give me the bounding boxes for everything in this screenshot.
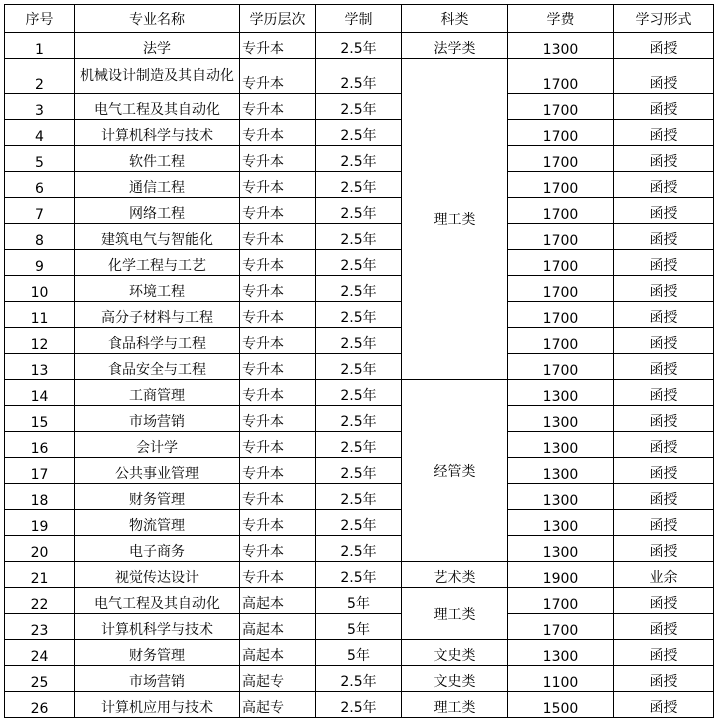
header-row (5, 5, 714, 33)
study-duration: 2.5年 (316, 510, 402, 536)
study-duration: 2.5年 (316, 666, 402, 692)
tuition-fee: 1700 (508, 146, 614, 172)
tuition-fee: 1300 (508, 536, 614, 562)
study-form: 函授 (614, 588, 714, 614)
study-duration: 2.5年 (316, 33, 402, 59)
subject-category: 理工类 (402, 59, 508, 380)
major-name: 工商管理 (75, 380, 240, 406)
study-form: 函授 (614, 354, 714, 380)
tuition-fee: 1700 (508, 250, 614, 276)
subject-category: 法学类 (402, 33, 508, 59)
row-number: 22 (5, 588, 75, 614)
row-number: 1 (5, 33, 75, 59)
tuition-fee: 1500 (508, 692, 614, 718)
tuition-fee: 1700 (508, 328, 614, 354)
education-level: 专升本 (240, 380, 316, 406)
tuition-fee: 1700 (508, 198, 614, 224)
table-row (5, 250, 714, 276)
table-row (5, 406, 714, 432)
major-name: 市场营销 (75, 406, 240, 432)
education-level: 高起本 (240, 640, 316, 666)
study-form: 函授 (614, 328, 714, 354)
study-duration: 5年 (316, 614, 402, 640)
study-form: 函授 (614, 172, 714, 198)
study-duration: 2.5年 (316, 94, 402, 120)
study-form: 函授 (614, 536, 714, 562)
study-form: 函授 (614, 406, 714, 432)
row-number: 13 (5, 354, 75, 380)
row-number: 20 (5, 536, 75, 562)
row-number: 16 (5, 432, 75, 458)
table-row (5, 94, 714, 120)
study-duration: 2.5年 (316, 302, 402, 328)
row-number: 21 (5, 562, 75, 588)
table-row (5, 536, 714, 562)
study-duration: 2.5年 (316, 562, 402, 588)
education-level: 专升本 (240, 328, 316, 354)
table-row (5, 120, 714, 146)
education-level: 专升本 (240, 224, 316, 250)
enrollment-table (4, 4, 714, 718)
table-row (5, 146, 714, 172)
education-level: 专升本 (240, 250, 316, 276)
education-level: 专升本 (240, 536, 316, 562)
major-name: 机械设计制造及其自动化 (75, 59, 240, 94)
tuition-fee: 1700 (508, 59, 614, 94)
major-name: 会计学 (75, 432, 240, 458)
subject-category: 经管类 (402, 380, 508, 562)
study-duration: 2.5年 (316, 406, 402, 432)
education-level: 高起专 (240, 692, 316, 718)
major-name: 计算机应用与技术 (75, 692, 240, 718)
row-number: 17 (5, 458, 75, 484)
study-duration: 2.5年 (316, 354, 402, 380)
table-row (5, 328, 714, 354)
study-duration: 2.5年 (316, 172, 402, 198)
tuition-fee: 1700 (508, 354, 614, 380)
row-number: 24 (5, 640, 75, 666)
major-name: 电子商务 (75, 536, 240, 562)
study-form: 函授 (614, 146, 714, 172)
education-level: 专升本 (240, 94, 316, 120)
row-number: 26 (5, 692, 75, 718)
education-level: 专升本 (240, 146, 316, 172)
major-name: 计算机科学与技术 (75, 614, 240, 640)
table-row (5, 510, 714, 536)
header-years: 学制 (316, 5, 402, 33)
tuition-fee: 1300 (508, 640, 614, 666)
education-level: 专升本 (240, 120, 316, 146)
row-number: 2 (5, 59, 75, 94)
table-row (5, 666, 714, 692)
row-number: 25 (5, 666, 75, 692)
table-row (5, 432, 714, 458)
header-fee: 学费 (508, 5, 614, 33)
study-duration: 2.5年 (316, 224, 402, 250)
education-level: 专升本 (240, 33, 316, 59)
study-form: 函授 (614, 33, 714, 59)
major-name: 电气工程及其自动化 (75, 588, 240, 614)
education-level: 专升本 (240, 276, 316, 302)
education-level: 专升本 (240, 172, 316, 198)
study-form: 函授 (614, 302, 714, 328)
major-name: 食品科学与工程 (75, 328, 240, 354)
table-row (5, 484, 714, 510)
study-duration: 2.5年 (316, 536, 402, 562)
major-name: 化学工程与工艺 (75, 250, 240, 276)
table-row (5, 172, 714, 198)
tuition-fee: 1700 (508, 614, 614, 640)
tuition-fee: 1900 (508, 562, 614, 588)
major-name: 市场营销 (75, 666, 240, 692)
tuition-fee: 1300 (508, 432, 614, 458)
row-number: 10 (5, 276, 75, 302)
subject-category: 文史类 (402, 666, 508, 692)
header-form: 学习形式 (614, 5, 714, 33)
education-level: 专升本 (240, 354, 316, 380)
tuition-fee: 1700 (508, 120, 614, 146)
tuition-fee: 1700 (508, 94, 614, 120)
table-row (5, 224, 714, 250)
row-number: 23 (5, 614, 75, 640)
study-duration: 2.5年 (316, 146, 402, 172)
subject-category: 理工类 (402, 588, 508, 640)
study-form: 函授 (614, 250, 714, 276)
education-level: 专升本 (240, 510, 316, 536)
tuition-fee: 1700 (508, 276, 614, 302)
education-level: 专升本 (240, 59, 316, 94)
table-body (5, 33, 714, 718)
row-number: 5 (5, 146, 75, 172)
table-row (5, 588, 714, 614)
major-name: 高分子材料与工程 (75, 302, 240, 328)
study-form: 函授 (614, 614, 714, 640)
major-name: 环境工程 (75, 276, 240, 302)
education-level: 专升本 (240, 432, 316, 458)
study-form: 函授 (614, 198, 714, 224)
study-duration: 2.5年 (316, 380, 402, 406)
study-form: 函授 (614, 59, 714, 94)
study-form: 函授 (614, 94, 714, 120)
study-form: 函授 (614, 640, 714, 666)
study-duration: 2.5年 (316, 198, 402, 224)
study-form: 函授 (614, 380, 714, 406)
table-row (5, 562, 714, 588)
study-form: 函授 (614, 666, 714, 692)
subject-category: 理工类 (402, 692, 508, 718)
major-name: 公共事业管理 (75, 458, 240, 484)
study-duration: 2.5年 (316, 59, 402, 94)
row-number: 11 (5, 302, 75, 328)
row-number: 8 (5, 224, 75, 250)
subject-category: 艺术类 (402, 562, 508, 588)
major-name: 网络工程 (75, 198, 240, 224)
table-row (5, 614, 714, 640)
table-row (5, 692, 714, 718)
study-form: 函授 (614, 120, 714, 146)
study-form: 函授 (614, 458, 714, 484)
major-name: 软件工程 (75, 146, 240, 172)
row-number: 19 (5, 510, 75, 536)
study-form: 函授 (614, 484, 714, 510)
row-number: 4 (5, 120, 75, 146)
study-duration: 5年 (316, 640, 402, 666)
row-number: 12 (5, 328, 75, 354)
study-duration: 2.5年 (316, 276, 402, 302)
study-duration: 2.5年 (316, 120, 402, 146)
tuition-fee: 1700 (508, 224, 614, 250)
tuition-fee: 1300 (508, 458, 614, 484)
subject-category: 文史类 (402, 640, 508, 666)
education-level: 专升本 (240, 458, 316, 484)
education-level: 高起本 (240, 588, 316, 614)
header-level: 学历层次 (240, 5, 316, 33)
table-row (5, 380, 714, 406)
table-row (5, 458, 714, 484)
education-level: 高起专 (240, 666, 316, 692)
row-number: 18 (5, 484, 75, 510)
row-number: 3 (5, 94, 75, 120)
major-name: 物流管理 (75, 510, 240, 536)
major-name: 建筑电气与智能化 (75, 224, 240, 250)
table-row (5, 640, 714, 666)
education-level: 专升本 (240, 198, 316, 224)
study-duration: 2.5年 (316, 692, 402, 718)
tuition-fee: 1700 (508, 302, 614, 328)
row-number: 9 (5, 250, 75, 276)
education-level: 高起本 (240, 614, 316, 640)
table-row (5, 354, 714, 380)
study-form: 业余 (614, 562, 714, 588)
table-row (5, 59, 714, 94)
study-form: 函授 (614, 432, 714, 458)
study-duration: 2.5年 (316, 432, 402, 458)
table-row (5, 276, 714, 302)
study-form: 函授 (614, 224, 714, 250)
row-number: 7 (5, 198, 75, 224)
major-name: 财务管理 (75, 640, 240, 666)
tuition-fee: 1300 (508, 510, 614, 536)
tuition-fee: 1300 (508, 33, 614, 59)
table-row (5, 302, 714, 328)
education-level: 专升本 (240, 562, 316, 588)
study-duration: 2.5年 (316, 458, 402, 484)
major-name: 电气工程及其自动化 (75, 94, 240, 120)
study-form: 函授 (614, 510, 714, 536)
study-form: 函授 (614, 276, 714, 302)
study-duration: 2.5年 (316, 328, 402, 354)
tuition-fee: 1300 (508, 380, 614, 406)
study-form: 函授 (614, 692, 714, 718)
tuition-fee: 1700 (508, 172, 614, 198)
major-name: 通信工程 (75, 172, 240, 198)
major-name: 视觉传达设计 (75, 562, 240, 588)
major-name: 食品安全与工程 (75, 354, 240, 380)
study-duration: 5年 (316, 588, 402, 614)
row-number: 6 (5, 172, 75, 198)
major-name: 财务管理 (75, 484, 240, 510)
major-name: 计算机科学与技术 (75, 120, 240, 146)
tuition-fee: 1300 (508, 406, 614, 432)
header-major: 专业名称 (75, 5, 240, 33)
table-row (5, 33, 714, 59)
row-number: 14 (5, 380, 75, 406)
row-number: 15 (5, 406, 75, 432)
study-duration: 2.5年 (316, 250, 402, 276)
education-level: 专升本 (240, 302, 316, 328)
tuition-fee: 1700 (508, 588, 614, 614)
header-no: 序号 (5, 5, 75, 33)
header-category: 科类 (402, 5, 508, 33)
major-name: 法学 (75, 33, 240, 59)
education-level: 专升本 (240, 484, 316, 510)
table-row (5, 198, 714, 224)
tuition-fee: 1100 (508, 666, 614, 692)
tuition-fee: 1300 (508, 484, 614, 510)
study-duration: 2.5年 (316, 484, 402, 510)
education-level: 专升本 (240, 406, 316, 432)
